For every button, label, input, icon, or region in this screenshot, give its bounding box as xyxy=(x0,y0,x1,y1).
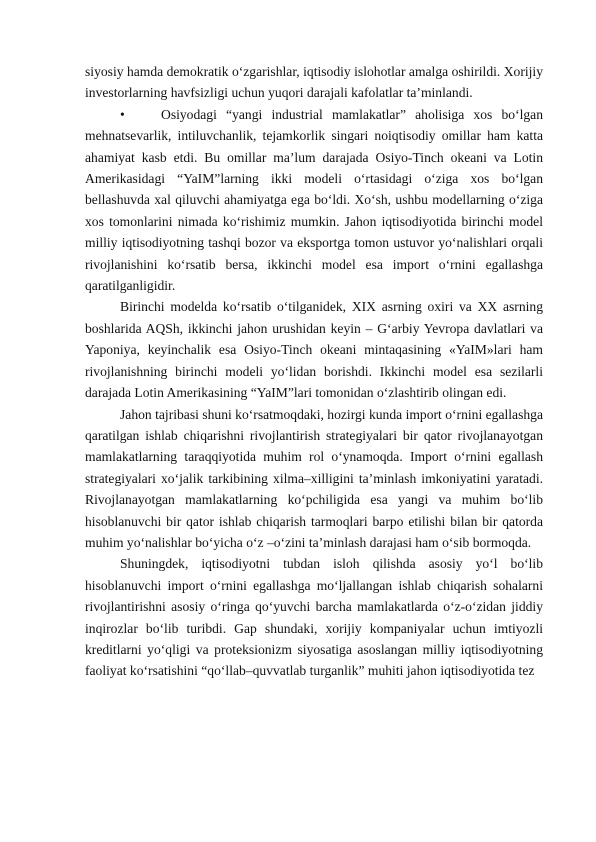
bullet-paragraph xyxy=(85,104,543,297)
paragraph-reform: Shuningdek, iqtisodiyotni tubdan isloh qilishda asosiy yo‘l bo‘lib hisoblanuvchi import o‘rnini egallashga mo‘ljallangan ishlab chiqarish sohalarni rivojlantirishni asosiy o‘ringa qo‘yuvchi barcha mamlakatlarda o‘z-o‘zidan jiddiy inqirozlar bo‘lib turibdi. Gap shundaki, xorijiy kompaniyalar uchun imtiyozli kreditlarni yo‘qligi va proteksionizm siyosatiga asoslangan milliy iqtisodiyotning faoliyat ko‘rsatishini “qo‘llab–quvvatlab turganlik” muhiti jahon iqtisodiyotida tez xyxy=(85,556,543,679)
paragraph-first-model: Birinchi modelda ko‘rsatib o‘tilganidek, XIX asrning oxiri va XX asrning boshlarida AQSh, ikkinchi jahon urushidan keyin – G‘arbiy Yevropa davlatlari va Yaponiya, keyinchalik esa Osiyo-Tinch okeani mintaqasining «YaIM»lari ham rivojlanishning birinchi modeli yo‘lidan borishdi. Ikkinchi model esa sezilarli darajada Lotin Amerikasining “YaIM”lari tomonidan o‘zlashtirib olingan edi. xyxy=(85,299,543,401)
bullet-icon: • xyxy=(120,106,125,122)
paragraph-world-experience: Jahon tajribasi shuni ko‘rsatmoqdaki, hozirgi kunda import o‘rnini egallashga qaratilgan ishlab chiqarishni rivojlantirish strategiyalari bir qator rivojlanayotgan mamlakatlarning taraqqiyotida muhim rol o‘ynamoqda. Import o‘rnini egallash strategiyalari xo‘jalik tarkibining xilma–xilligini ta’minlash imkoniyatini yaratadi. Rivojlanayotgan mamlakatlarning ko‘pchiligida esa yangi va muhim bo‘lib hisoblanuvchi bir qator ishlab chiqarish tarmoqlari barpo etilishi bilan bir qatorda muhim yo‘nalishlar bo‘yicha o‘z –o‘zini ta’minlash darajasi ham o‘sib bormoqda. xyxy=(85,406,543,550)
document-body xyxy=(85,61,543,682)
paragraph-continuation: siyosiy hamda demokratik o‘zgarishlar, iqtisodiy islohotlar amalga oshirildi. Xorijiy investorlarning havfsizligi uchun yuqori darajali kafolatlar ta’minlandi. xyxy=(85,64,543,101)
bullet-paragraph-text: Osiyodagi “yangi industrial mamlakatlar” aholisiga xos bo‘lgan mehnatsevarlik, intiluvchanlik, tejamkorlik singari noiqtisodiy omillar ham katta ahamiyat kasb etdi. Bu omillar ma’lum darajada Osiyo-Tinch okeani va Lotin Amerikasidagi “YaIM”larning ikki modeli o‘rtasidagi o‘ziga xos bo‘lgan bellashuvda xal qiluvchi ahamiyatga ega bo‘ldi. Xo‘sh, ushbu modellarning o‘ziga xos tomonlarini nimada ko‘rishimiz mumkin. Jahon iqtisodiyotida birinchi model milliy iqtisodiyotning tashqi bozor va eksportga tomon ustuvor yo‘nalishlari orqali rivojlanishini ko‘rsatib bersa, ikkinchi model esa import o‘rnini egallashga qaratilganligidir. xyxy=(85,106,543,294)
